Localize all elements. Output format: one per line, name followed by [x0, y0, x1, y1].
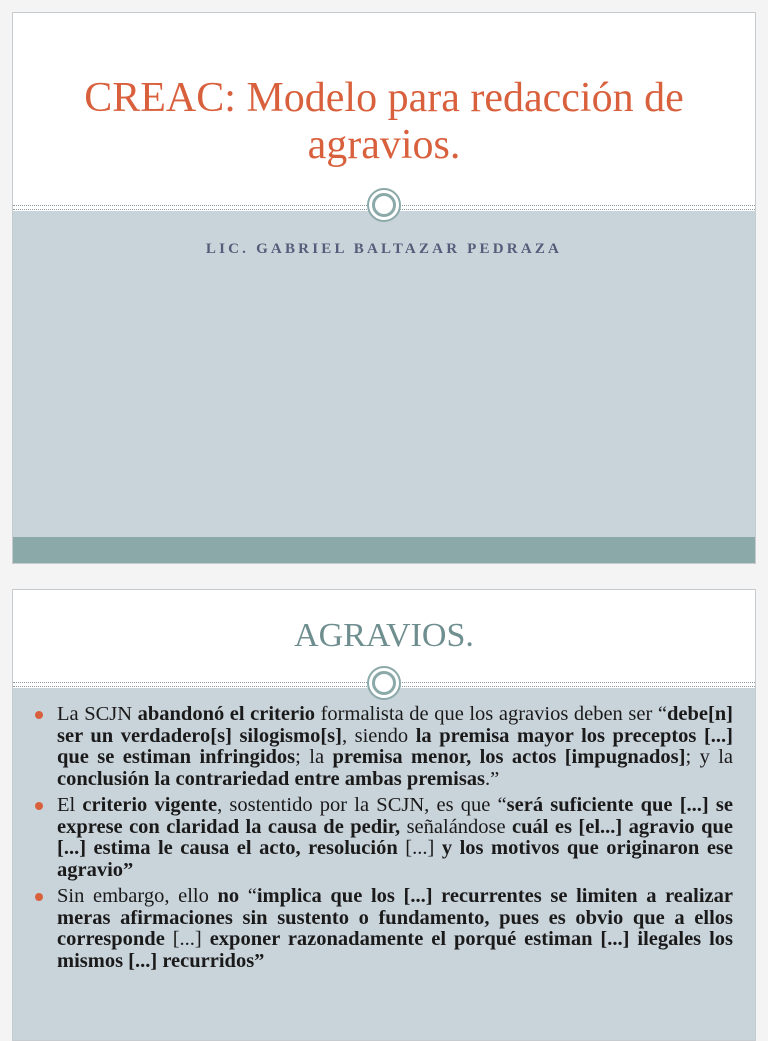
bullet-text-bold: cuál es [el...] agravio que [...] estima le causa el acto, resolución — [57, 815, 733, 859]
footer-bar — [13, 537, 755, 563]
bullet-text-bold: implica que los [...] recurrentes se limiten a realizar meras afirmaciones sin sustento o fundamento, pues es obvio que a ellos corresponde — [57, 885, 733, 950]
bullet-text-bold: conclusión la contrariedad entre ambas premisas — [57, 767, 486, 790]
bullet-text: “ — [239, 885, 257, 907]
circle-ornament-icon — [367, 666, 401, 700]
bullet-text: formalista de que los agravios deben ser “ — [315, 703, 667, 725]
title-slide — [12, 12, 756, 564]
bullet-text: , siendo — [341, 724, 416, 747]
bullet-text: ; y la — [685, 746, 734, 768]
content-band — [13, 211, 755, 537]
bullet-dot-icon — [35, 893, 43, 901]
bullet-text: ; la — [295, 746, 333, 768]
content-slide — [12, 589, 756, 1041]
bullet-list — [35, 704, 733, 977]
bullet-item — [35, 704, 733, 790]
bullet-dot-icon — [35, 802, 43, 810]
bullet-text: [...] — [164, 928, 210, 950]
bullet-text: La SCJN — [57, 703, 138, 725]
bullet-item — [35, 886, 733, 972]
circle-ornament-icon — [367, 188, 401, 222]
bullet-text: señalándose — [400, 815, 513, 838]
bullet-item — [35, 795, 733, 881]
bullet-text-bold: criterio vigente — [82, 794, 218, 816]
bullet-text: El — [57, 794, 83, 816]
slide-subtitle: LIC. GABRIEL BALTAZAR PEDRAZA — [205, 241, 563, 257]
bullet-text-bold: no — [217, 885, 240, 907]
bullet-text-bold: abandonó el criterio — [137, 703, 316, 725]
bullet-text-bold: debe[n] ser un verdadero[s] silogismo[s] — [57, 703, 734, 747]
bullet-text-bold: exponer razonadamente el porqué estiman [...] ilegales los mismos [...] recurridos” — [57, 928, 733, 972]
bullet-text-bold: premisa menor, los actos [impugnados] — [332, 746, 686, 768]
bullet-text-bold: y los motivos que originaron ese agravio” — [57, 837, 733, 881]
slide-title: AGRAVIOS. — [294, 617, 474, 654]
bullet-text: [...] — [397, 837, 442, 859]
slide-title: CREAC: Modelo para redacción de agravios. — [84, 75, 684, 168]
bullet-text-bold: la premisa mayor los preceptos [...] que se estiman infringidos — [57, 724, 733, 768]
bullet-text-bold: será suficiente que [...] se exprese con claridad la causa de pedir, — [57, 794, 734, 838]
bullet-text: Sin embargo, ello — [57, 885, 218, 907]
bullet-text: .” — [485, 767, 500, 790]
bullet-text: , sostentido por la SCJN, es que “ — [217, 794, 507, 816]
bullet-dot-icon — [35, 711, 43, 719]
